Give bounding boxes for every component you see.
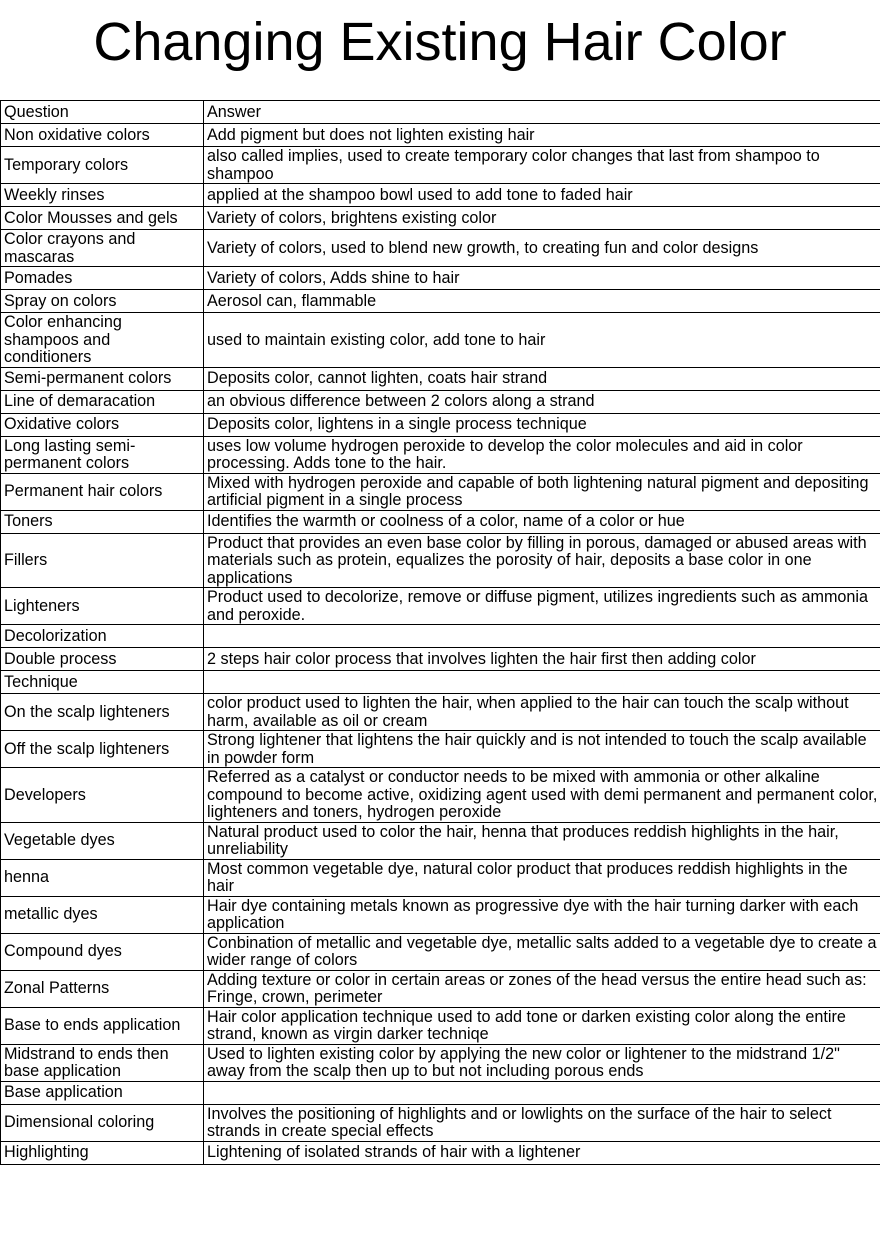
answer-cell: also called implies, used to create temporary color changes that last from shampoo to shampoo [204,147,880,184]
question-cell: Vegetable dyes [1,822,204,859]
table-row [1,290,880,313]
question-cell: Lighteners [1,588,204,625]
table-row [1,1081,880,1104]
answer-cell: Hair dye containing metals known as progressive dye with the hair turning darker with each application [204,896,880,933]
answer-cell: Referred as a catalyst or conductor needs to be mixed with ammonia or other alkaline compound to become active, oxidizing agent used with demi permanent and permanent color, lighteners and toners, hydrogen peroxide [204,768,880,823]
table-row [1,1044,880,1081]
table-row [1,390,880,413]
table-row [1,147,880,184]
question-cell: Base application [1,1081,204,1104]
answer-cell: Aerosol can, flammable [204,290,880,313]
table-header-row [1,101,880,124]
question-cell: Permanent hair colors [1,473,204,510]
question-cell: Long lasting semi-permanent colors [1,436,204,473]
answer-cell [204,1081,880,1104]
table-row [1,970,880,1007]
question-cell: Color crayons and mascaras [1,230,204,267]
question-cell: Compound dyes [1,933,204,970]
table-row [1,588,880,625]
question-cell: Non oxidative colors [1,124,204,147]
answer-cell: Product used to decolorize, remove or diffuse pigment, utilizes ingredients such as ammonia and peroxide. [204,588,880,625]
table-row [1,267,880,290]
answer-cell: Lightening of isolated strands of hair with a lightener [204,1141,880,1164]
answer-cell: applied at the shampoo bowl used to add tone to faded hair [204,184,880,207]
table-row [1,933,880,970]
table-row [1,1104,880,1141]
question-cell: Dimensional coloring [1,1104,204,1141]
question-cell: Oxidative colors [1,413,204,436]
table-row [1,768,880,823]
question-cell: Midstrand to ends then base application [1,1044,204,1081]
answer-cell [204,625,880,648]
table-row [1,671,880,694]
question-cell: Line of demaracation [1,390,204,413]
answer-cell: 2 steps hair color process that involves lighten the hair first then adding color [204,648,880,671]
question-cell: Base to ends application [1,1007,204,1044]
table-row [1,436,880,473]
table-row [1,533,880,588]
table-row [1,367,880,390]
answer-cell: Deposits color, lightens in a single process technique [204,413,880,436]
table-row [1,1141,880,1164]
question-cell: Weekly rinses [1,184,204,207]
table-row [1,230,880,267]
table-row [1,731,880,768]
table-row [1,184,880,207]
question-cell: Fillers [1,533,204,588]
question-cell: On the scalp lighteners [1,694,204,731]
table-row [1,822,880,859]
answer-cell: Adding texture or color in certain areas or zones of the head versus the entire head such as: Fringe, crown, perimeter [204,970,880,1007]
question-cell: Semi-permanent colors [1,367,204,390]
table-row [1,124,880,147]
question-cell: Decolorization [1,625,204,648]
question-cell: Highlighting [1,1141,204,1164]
answer-cell: Mixed with hydrogen peroxide and capable of both lightening natural pigment and depositing artificial pigment in a single process [204,473,880,510]
answer-cell: an obvious difference between 2 colors along a strand [204,390,880,413]
answer-cell: Identifies the warmth or coolness of a color, name of a color or hue [204,510,880,533]
answer-cell [204,671,880,694]
table-row [1,694,880,731]
table-row [1,510,880,533]
table-row [1,859,880,896]
answer-cell: Strong lightener that lightens the hair quickly and is not intended to touch the scalp available in powder form [204,731,880,768]
question-cell: Off the scalp lighteners [1,731,204,768]
answer-cell: Conbination of metallic and vegetable dye, metallic salts added to a vegetable dye to create a wider range of colors [204,933,880,970]
answer-cell: Natural product used to color the hair, henna that produces reddish highlights in the hair, unreliability [204,822,880,859]
page-title: Changing Existing Hair Color [93,12,787,72]
table-row [1,625,880,648]
table-row [1,207,880,230]
answer-cell: Variety of colors, used to blend new growth, to creating fun and color designs [204,230,880,267]
table-row [1,413,880,436]
answer-cell: Involves the positioning of highlights and or lowlights on the surface of the hair to select strands in create special effects [204,1104,880,1141]
answer-cell: used to maintain existing color, add tone to hair [204,313,880,368]
question-cell: Temporary colors [1,147,204,184]
table-row [1,473,880,510]
question-cell: Double process [1,648,204,671]
question-cell: Pomades [1,267,204,290]
answer-cell: color product used to lighten the hair, when applied to the hair can touch the scalp without harm, available as oil or cream [204,694,880,731]
answer-cell: Product that provides an even base color by filling in porous, damaged or abused areas with materials such as protein, equalizes the porosity of hair, deposits a base color in one applications [204,533,880,588]
question-cell: Toners [1,510,204,533]
qa-table [0,100,880,1165]
table-row [1,1007,880,1044]
question-cell: Zonal Patterns [1,970,204,1007]
question-cell: Spray on colors [1,290,204,313]
question-cell: Color enhancing shampoos and conditioners [1,313,204,368]
answer-cell: uses low volume hydrogen peroxide to develop the color molecules and aid in color processing. Adds tone to the hair. [204,436,880,473]
answer-cell: Variety of colors, brightens existing color [204,207,880,230]
question-cell: Color Mousses and gels [1,207,204,230]
answer-cell: Variety of colors, Adds shine to hair [204,267,880,290]
table-row [1,313,880,368]
column-header-answer: Answer [204,101,880,124]
question-cell: metallic dyes [1,896,204,933]
table-row [1,648,880,671]
question-cell: Developers [1,768,204,823]
answer-cell: Hair color application technique used to add tone or darken existing color along the entire strand, known as virgin darker techniqe [204,1007,880,1044]
question-cell: Technique [1,671,204,694]
answer-cell: Deposits color, cannot lighten, coats hair strand [204,367,880,390]
answer-cell: Used to lighten existing color by applying the new color or lightener to the midstrand 1/2" away from the scalp then up to but not including porous ends [204,1044,880,1081]
answer-cell: Add pigment but does not lighten existing hair [204,124,880,147]
question-cell: henna [1,859,204,896]
table-row [1,896,880,933]
column-header-question: Question [1,101,204,124]
answer-cell: Most common vegetable dye, natural color product that produces reddish highlights in the hair [204,859,880,896]
